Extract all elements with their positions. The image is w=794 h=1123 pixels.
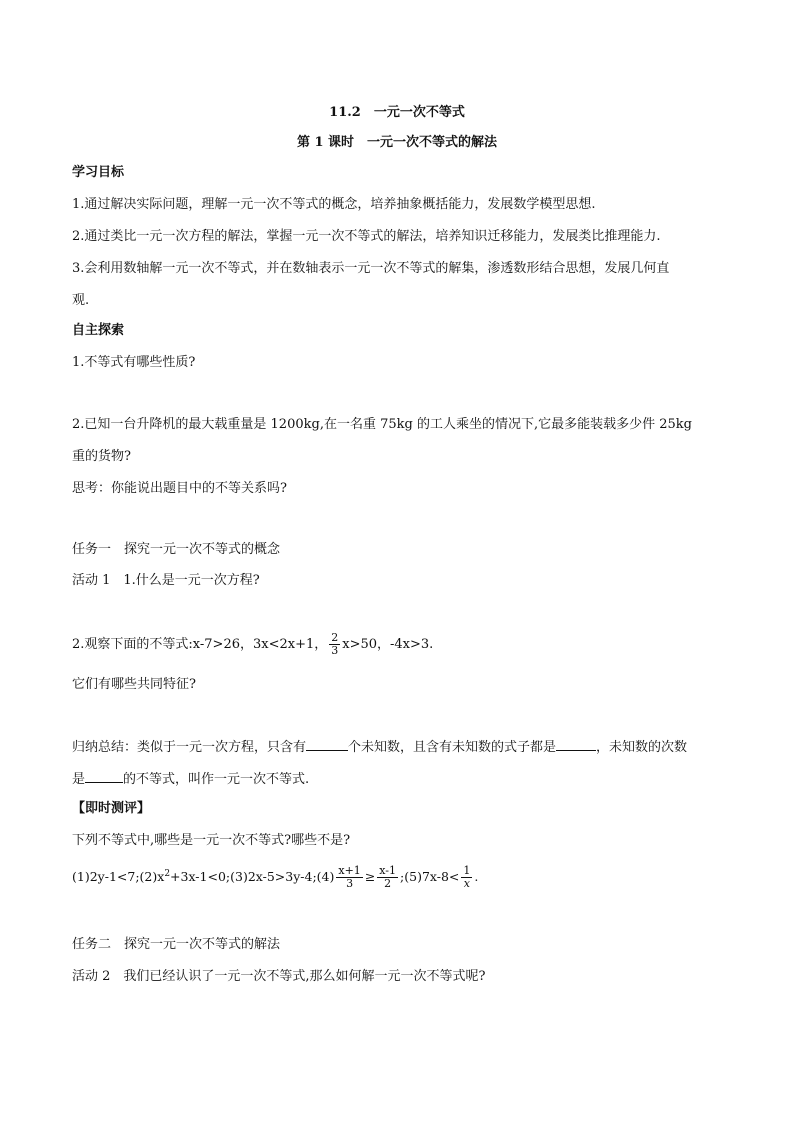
observe-suffix: x>50，-4x>3.: [342, 637, 434, 652]
expr-4-label: (4): [316, 869, 335, 884]
observe-prefix: 2.观察下面的不等式:x-7>26，3x<2x+1，: [72, 637, 328, 652]
task2-activity: 活动 2 我们已经认识了一元一次不等式,那么如何解一元一次不等式呢?: [72, 969, 486, 984]
fraction-two-thirds: [329, 632, 340, 657]
explore-heading: 自主探索: [72, 323, 125, 338]
summary-text-5: 的不等式，叫作一元一次不等式.: [123, 772, 310, 787]
goal-item-1: 1.通过解决实际问题，理解一元一次不等式的概念，培养抽象概括能力，发展数学模型思想.: [72, 197, 596, 212]
expr-4-den-left: 3: [346, 877, 354, 890]
expr-2-exponent: 2: [164, 868, 171, 879]
quiz-question: 下列不等式中,哪些是一元一次不等式?哪些不是?: [72, 833, 351, 848]
expr-5-num: 1: [463, 864, 471, 877]
task1-activity: 活动 1 1.什么是一元一次方程?: [72, 573, 260, 588]
expr-5-den: x: [463, 877, 470, 890]
task1-observe: [72, 632, 433, 657]
explore-q2-line1: 2.已知一台升降机的最大载重量是 1200kg,在一名重 75kg 的工人乘坐的情况下,它最多能装载多少件 25kg: [72, 417, 692, 432]
fraction-numerator: 2: [331, 631, 339, 644]
quiz-expressions: [72, 865, 478, 890]
summary-line2: [72, 770, 309, 789]
summary-text-3: ，未知数的次数: [596, 740, 688, 755]
task1-question: 它们有哪些共同特征?: [72, 677, 196, 692]
expr-4-fraction-right: [377, 865, 398, 890]
fill-blank-1[interactable]: [306, 738, 348, 751]
expr-4-num-right: x-1: [379, 864, 397, 877]
goal-item-2: 2.通过类比一元一次方程的解法，掌握一元一次不等式的解法，培养知识迁移能力，发展类比推理能力.: [72, 229, 661, 244]
expr-1: (1)2y-1<7;: [72, 869, 140, 884]
expr-3: (3)2x-5>3y-4;: [230, 869, 317, 884]
expr-4-sign: ≥: [364, 869, 376, 884]
summary-line1: [72, 738, 687, 757]
goal-item-3-cont: 观.: [72, 293, 90, 308]
page-title: 11.2 一元一次不等式: [329, 105, 465, 120]
quiz-heading: 【即时测评】: [72, 801, 151, 816]
task1-heading: 任务一 探究一元一次不等式的概念: [72, 542, 281, 557]
expr-5-end: .: [474, 869, 479, 884]
explore-q2-line2: 重的货物?: [72, 449, 131, 464]
explore-think: 思考：你能说出题目中的不等关系吗?: [72, 481, 287, 496]
summary-text-4: 是: [72, 772, 86, 787]
expr-2b: +3x-1<0;: [170, 869, 231, 884]
explore-q1: 1.不等式有哪些性质?: [72, 355, 196, 370]
fill-blank-3[interactable]: [85, 770, 123, 783]
expr-4-fraction-left: [336, 865, 362, 890]
summary-text-2: 个未知数，且含有未知数的式子都是: [348, 740, 557, 755]
expr-4-end: ;: [400, 869, 405, 884]
summary-text-1: 归纳总结：类似于一元一次方程，只含有: [72, 740, 307, 755]
expr-4-num-left: x+1: [338, 864, 361, 877]
expr-2a: (2)x: [139, 869, 165, 884]
expr-4-den-right: 2: [384, 877, 392, 890]
page-subtitle: 第 1 课时 一元一次不等式的解法: [296, 135, 498, 150]
task2-heading: 任务二 探究一元一次不等式的解法: [72, 937, 281, 952]
goals-heading: 学习目标: [72, 165, 125, 180]
fill-blank-2[interactable]: [556, 738, 596, 751]
expr-5-fraction: [461, 865, 472, 890]
expr-5-label: (5)7x-8<: [404, 869, 460, 884]
goal-item-3: 3.会利用数轴解一元一次不等式，并在数轴表示一元一次不等式的解集，渗透数形结合思想，发展几何直: [72, 261, 670, 276]
fraction-denominator: 3: [331, 644, 339, 657]
